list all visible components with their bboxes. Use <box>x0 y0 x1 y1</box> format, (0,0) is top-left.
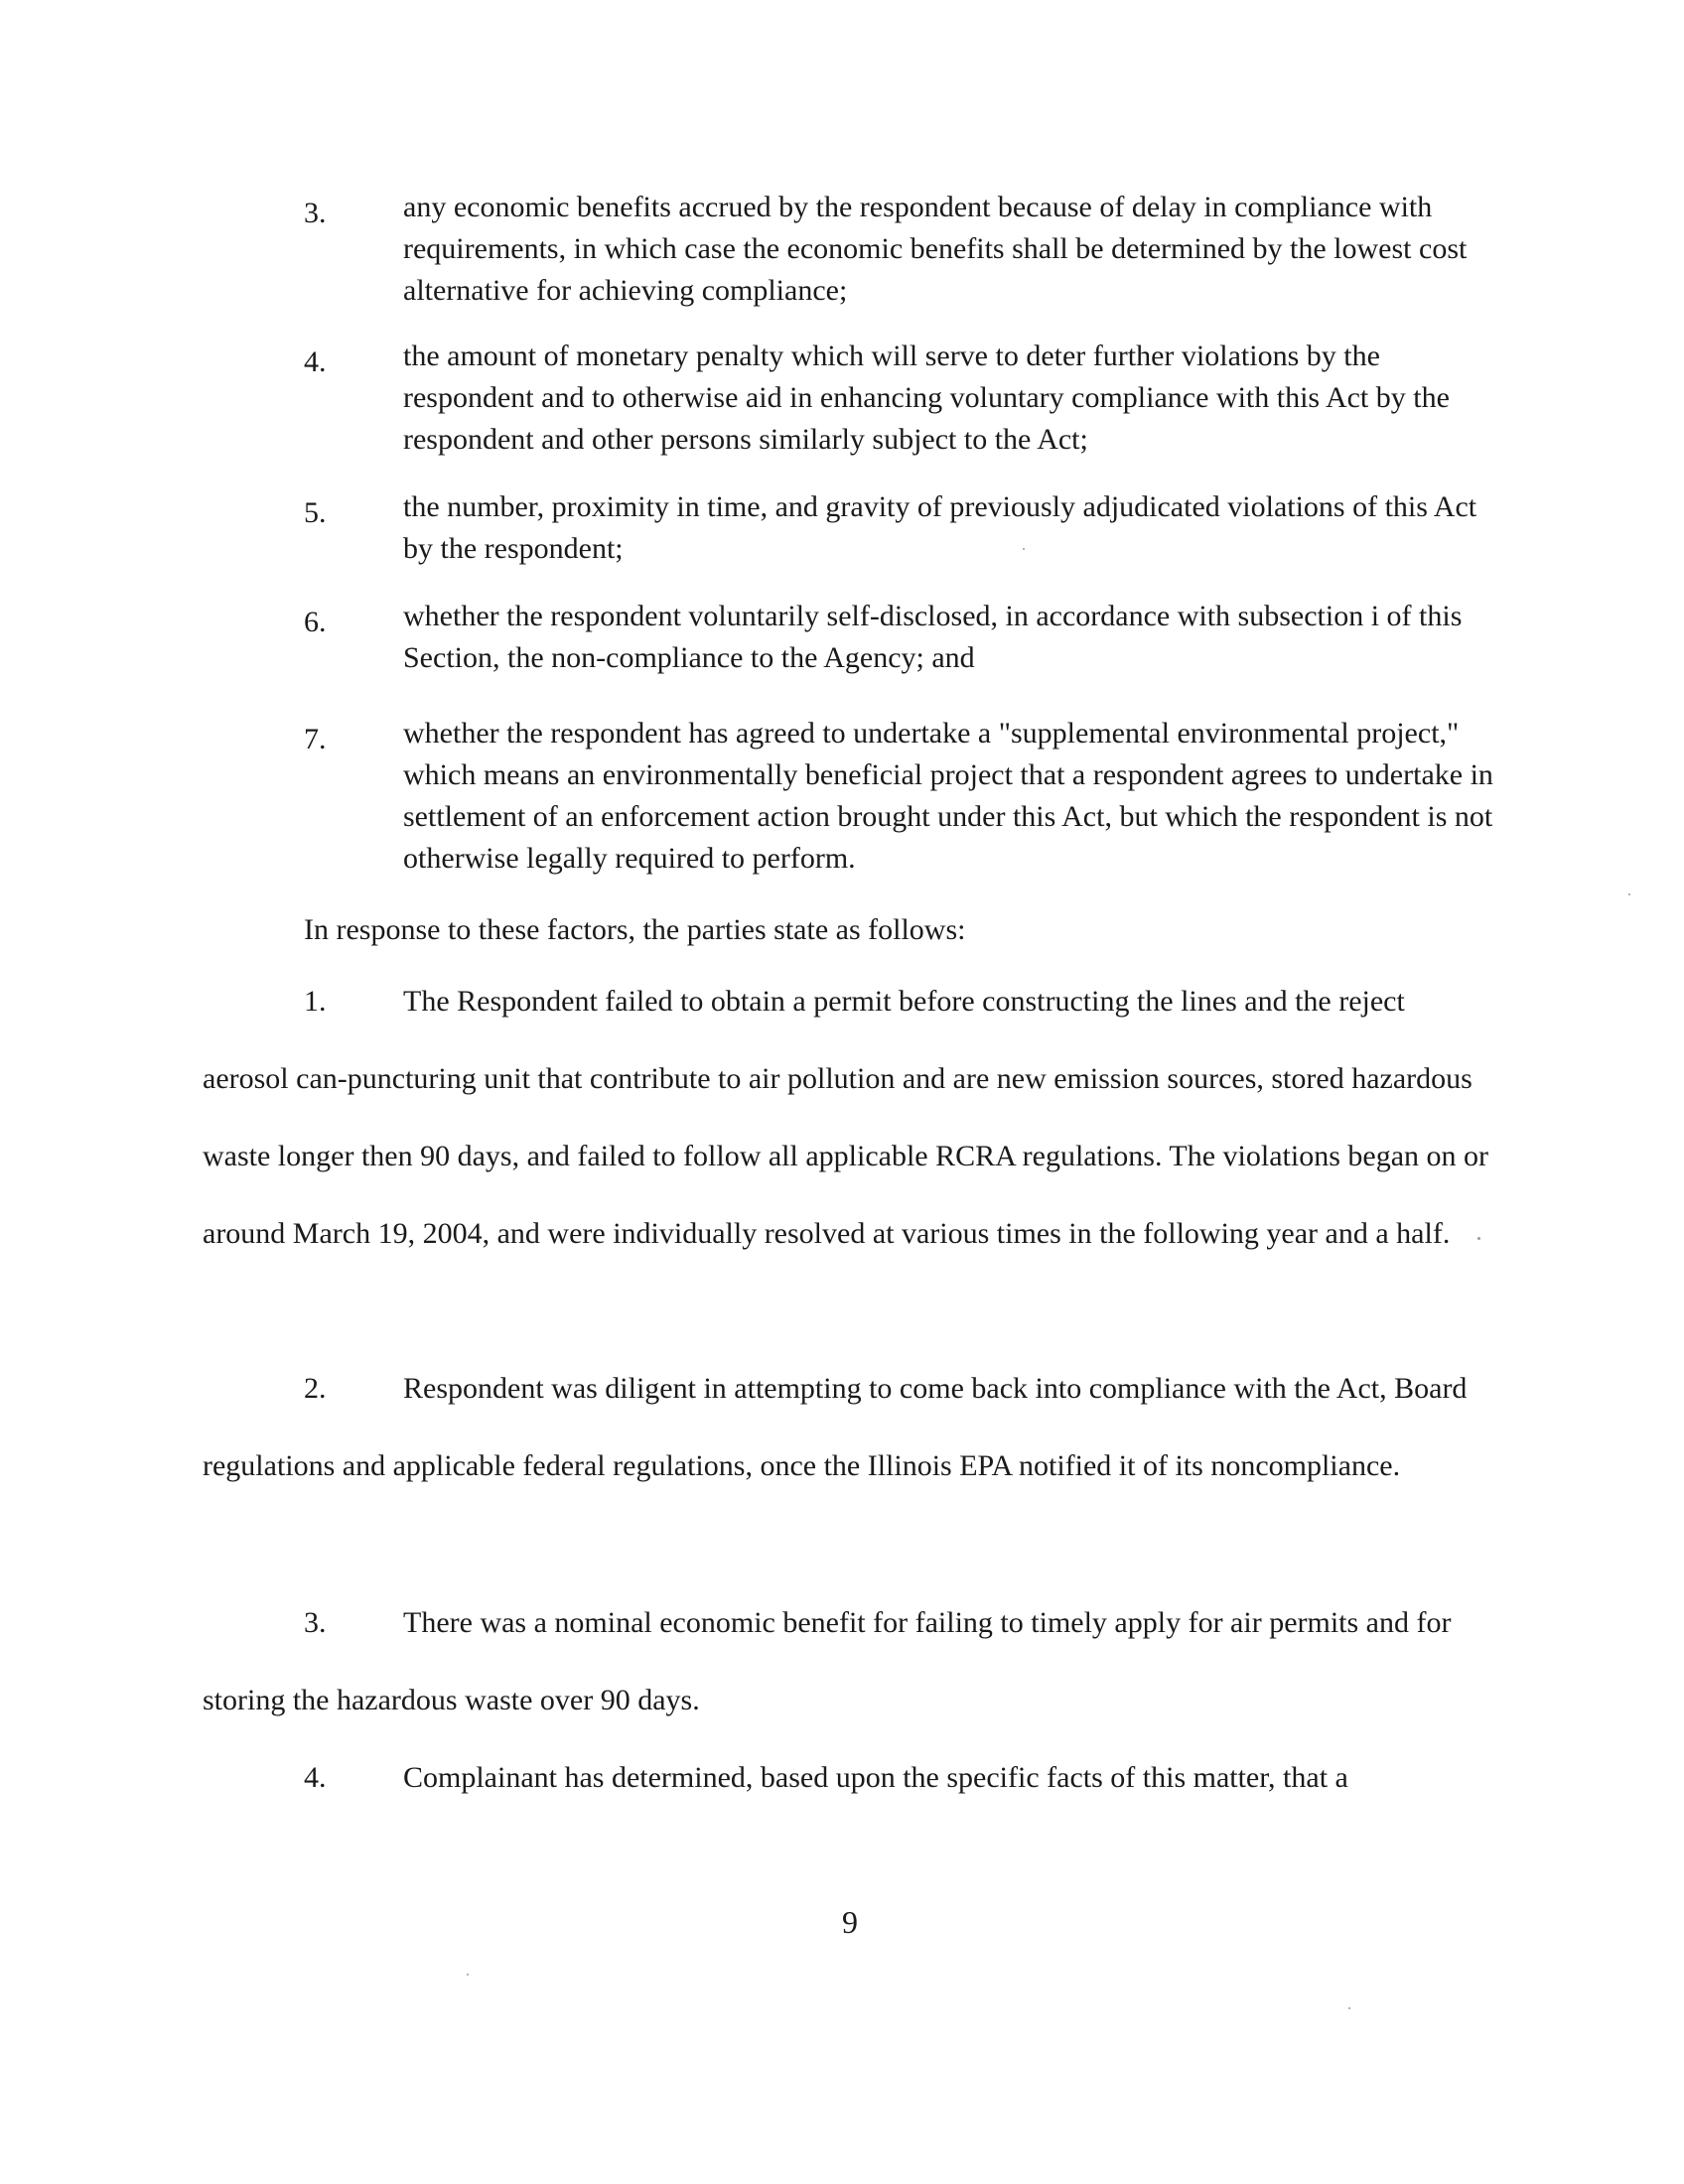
factor-text: whether the respondent voluntarily self-disclosed, in accordance with subsection i of this Section, the non-compliance to the Agency; and <box>403 600 1463 674</box>
factor-number: 7. <box>304 723 327 755</box>
response-paragraph-3 <box>203 1584 1493 1739</box>
response-paragraph-1 <box>203 963 1493 1273</box>
response-text: There was a nominal economic benefit for failing to timely apply for air permits and for storing the hazardous waste over 90 days. <box>203 1606 1452 1716</box>
factor-text: any economic benefits accrued by the respondent because of delay in compliance with requirements, in which case the economic benefits shall be determined by the lowest cost alternative for achieving compliance; <box>403 191 1468 307</box>
scan-speck <box>1628 893 1630 895</box>
scan-speck <box>467 1974 469 1976</box>
factor-number: 4. <box>304 345 327 378</box>
response-number: 3. <box>304 1606 327 1639</box>
factor-number: 3. <box>304 197 327 229</box>
intro-sentence: In response to these factors, the parties state as follows: <box>304 913 966 946</box>
scan-speck <box>1023 548 1025 550</box>
factor-number: 5. <box>304 496 327 529</box>
factor-number: 6. <box>304 606 327 638</box>
page-number: 9 <box>842 1904 858 1940</box>
scan-speck <box>1348 2007 1350 2009</box>
factor-text: the amount of monetary penalty which will serve to deter further violations by the respondent and to otherwise aid in enhancing voluntary compliance with this Act by the respondent and other persons similarly subject to the Act; <box>403 340 1450 456</box>
response-text: Complainant has determined, based upon the specific facts of this matter, that a <box>403 1761 1348 1794</box>
scan-speck <box>1477 1237 1480 1240</box>
response-paragraph-4 <box>203 1739 1493 1817</box>
response-text: Respondent was diligent in attempting to come back into compliance with the Act, Board regulations and applicable federal regulations, once the Illinois EPA notified it of its noncompliance. <box>203 1372 1468 1482</box>
response-number: 2. <box>304 1372 327 1405</box>
response-text: The Respondent failed to obtain a permit before constructing the lines and the reject aerosol can-puncturing unit that contribute to air pollution and are new emission sources, stored hazardous waste longer then 90 days, and failed to follow all applicable RCRA regulations. The violations began on or around March 19, 2004, and were individually resolved at various times in the following year and a half. <box>203 985 1488 1250</box>
factor-text: whether the respondent has agreed to undertake a "supplemental environmental project," which means an environmentally beneficial project that a respondent agrees to undertake in settlement of an enforcement action brought under this Act, but which the respondent is not otherwise legally required to perform. <box>403 717 1493 875</box>
response-number: 4. <box>304 1761 327 1794</box>
factor-text: the number, proximity in time, and gravity of previously adjudicated violations of this Act by the respondent; <box>403 490 1477 565</box>
response-number: 1. <box>304 985 327 1018</box>
response-paragraph-2 <box>203 1350 1493 1505</box>
